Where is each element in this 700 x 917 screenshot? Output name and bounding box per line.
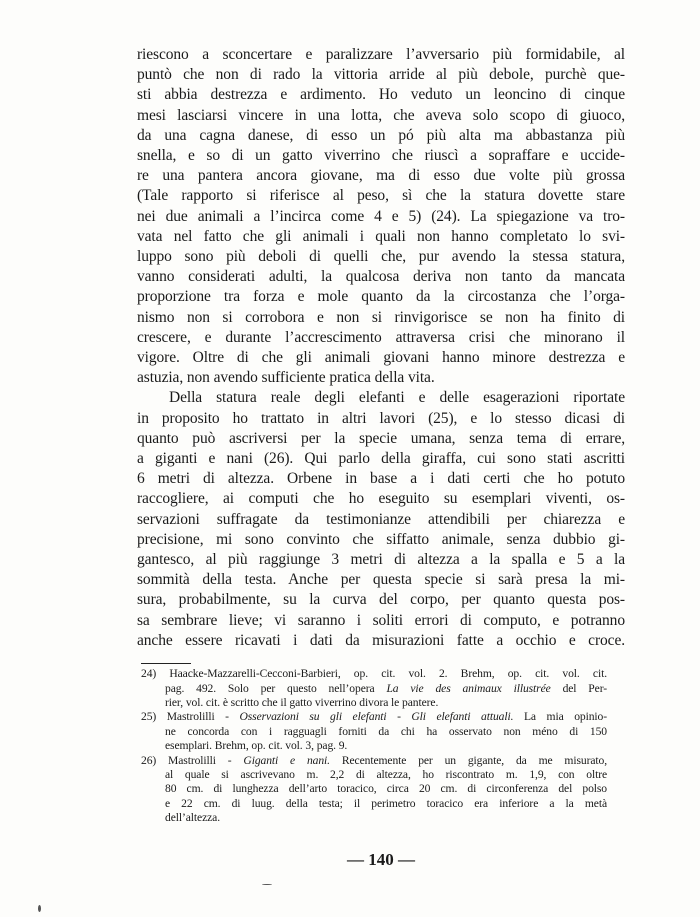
footnote-title: La vie des animaux illustrée [386,681,551,695]
footnote-divider [141,663,191,664]
text-line: proporzione tra forza e mole quanto da la circostanza che l’orga- [137,288,625,306]
footnote-title: Osservazioni su gli elefanti - Gli elefanti attuali. [239,710,514,724]
page-number: — 140 — [347,849,415,869]
text-line: sa sembrare lieve; vi saranno i soliti errori di computo, e potranno [137,611,625,629]
footnote-text: ne concorda con i ragguagli forniti da chi ha osservato non méno di 150 [165,724,607,738]
text-line: raccogliere, ai computi che ho eseguito su esemplari viventi, os- [137,490,625,508]
text-line: puntò che non di rado la vittoria arride al più debole, purchè que- [137,66,625,84]
text-line: luppo sono più deboli di quelli che, pur avendo la stessa statura, [137,248,625,266]
text-line: nei due animali a l’incirca come 4 e 5) (24). La spiegazione va tro- [137,207,625,225]
text-line: riescono a sconcertare e paralizzare l’avversario più formidabile, al [137,46,625,63]
text-line: (Tale rapporto si riferisce al peso, sì che la statura dovette stare [137,187,625,205]
footnote-line [141,739,607,753]
footnotes [141,667,607,825]
text-line: sommità della testa. Anche per questa specie si sarà presa la mi- [137,571,625,589]
text-line: crescere, e durante l’accrescimento attraversa crisi che minorano il [137,328,625,346]
footnote-text: Recentemente per un gigante, da me misurato, [329,753,607,767]
text-line: vanno considerati adulti, la qualcosa deriva non tanto da mancata [137,268,625,286]
text-line: in proposito ho trattato in altri lavori (25), e lo stesso dicasi di [137,409,625,427]
footnote-line [141,725,607,739]
text-line: gantesco, al più raggiunge 3 metri di altezza a la spalla e 5 a la [137,551,625,569]
footnote-text: e 22 cm. di luug. della testa; il perimetro toracico era inferiore a la metà [165,796,607,810]
footnote-text: 26) Mastrolilli - [141,753,244,767]
scan-speck [38,905,41,912]
text-line: quanto può ascriversi per la specie umana, senza tema di errare, [137,429,625,447]
text-line: mesi lasciarsi vincere in una lotta, che aveva solo scopo di giuoco, [137,106,625,124]
footnote-text: La mia opinio- [513,710,607,724]
text-line: vata nel fatto che gli animali i quali non hanno completato lo svi- [137,227,625,245]
footnote-title: Giganti e nani. [243,753,330,767]
text-line: astuzia, non avendo sufficiente pratica della vita. [137,369,435,387]
text-line: sti abbia destrezza e ardimento. Ho veduto un leoncino di cinque [137,86,625,104]
footnote-line [141,754,607,768]
text-line: nismo non si corrobora e non si rinvigorisce se non ha finito di [137,308,625,326]
text-line: Della statura reale degli elefanti e delle esagerazioni riportate [169,389,625,407]
text-line: snella, e so di un gatto viverrino che riuscì a sopraffare e uccide- [137,147,625,165]
scan-speck [262,884,272,885]
footnote-line [141,696,607,710]
body-text [137,45,625,651]
footnote-line [141,782,607,796]
footnote-line [141,811,607,825]
footnote-line [141,768,607,782]
footnote-line [141,710,607,724]
footnote-line [141,667,607,681]
footnote-text: esemplari. Brehm, op. cit. vol. 3, pag. 9. [165,739,348,753]
text-line: vigore. Oltre di che gli animali giovani hanno minore destrezza e [137,349,625,367]
footnote-text: dell’altezza. [165,811,221,825]
footnote-text: pag. 492. Solo per questo nell’opera [165,681,387,695]
footnote-text: 80 cm. di lunghezza dell’arto toracico, circa 20 cm. di circonferenza del polso [165,782,607,796]
text-line: precisione, mi sono convinto che siffatto animale, senza dubbio gi- [137,530,625,548]
footnote-text: al quale si ascrivevano m. 2,2 di altezza, ho riscontrato m. 1,9, con oltre [165,767,607,781]
footnote-line [141,682,607,696]
text-line: 6 metri di altezza. Orbene in base a i dati certi che ho potuto [137,470,625,488]
text-line: a giganti e nani (26). Qui parlo della giraffa, cui sono stati ascritti [137,450,625,468]
footnote-text: 25) Mastrolilli - [141,710,240,724]
footnote-text: del Per- [550,681,607,695]
text-line: sura, probabilmente, su la curva del corpo, per quanto questa pos- [137,591,625,609]
text-line: re una pantera ancora giovane, ma di esso due volte più grossa [137,167,625,185]
text-line: da una cagna danese, di esso un pó più alta ma abbastanza più [137,126,625,144]
footnote-text: rier, vol. cit. è scritto che il gatto viverrino divora le pantere. [165,695,439,709]
page-content [137,45,625,870]
text-line: servazioni suffragate da testimonianze attendibili per chiarezza e [137,510,625,528]
footnote-text: 24) Haacke-Mazzarelli-Cecconi-Barbieri, op. cit. vol. 2. Brehm, op. cit. vol. cit. [141,667,607,681]
footnote-line [141,797,607,811]
text-line: anche essere ricavati i dati da misurazioni fatte a occhio e croce. [137,631,625,649]
